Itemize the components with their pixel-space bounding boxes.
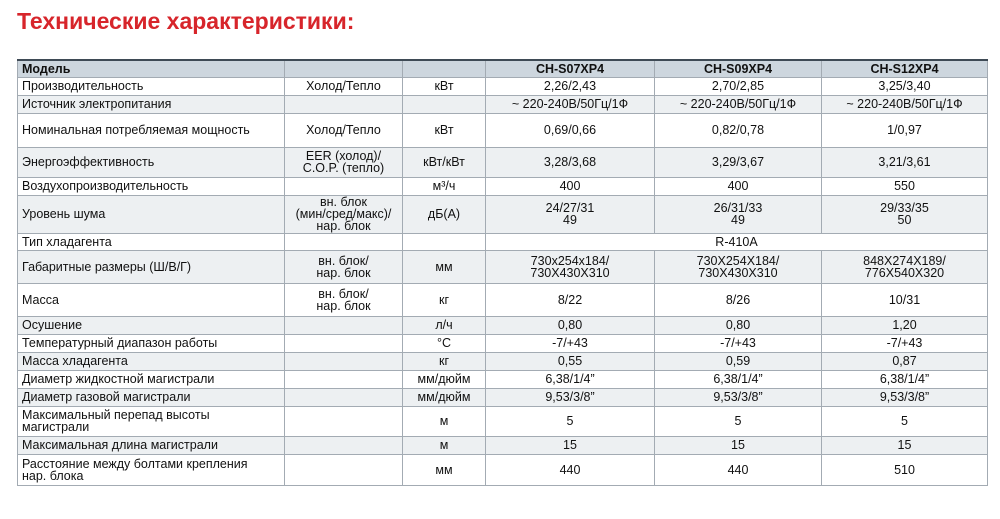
- row-unit: кВт: [403, 77, 486, 95]
- table-row: [18, 195, 988, 233]
- row-name: Энергоэффективность: [18, 147, 285, 177]
- row-condition: [285, 177, 403, 195]
- row-name: Расстояние между болтами крепления нар. блока: [18, 454, 285, 485]
- row-value: 400: [655, 177, 822, 195]
- row-value: 550: [822, 177, 988, 195]
- table-row: [18, 77, 988, 95]
- table-row: [18, 436, 988, 454]
- model-label: Модель: [18, 60, 285, 77]
- row-unit: кг: [403, 352, 486, 370]
- table-row: [18, 233, 988, 250]
- row-value: 8/22: [486, 283, 655, 316]
- row-unit: кВт: [403, 113, 486, 147]
- row-condition: [285, 370, 403, 388]
- row-unit: мм/дюйм: [403, 370, 486, 388]
- row-condition: [285, 316, 403, 334]
- row-value: 3,28/3,68: [486, 147, 655, 177]
- row-value: 730X254X184/ 730X430X310: [655, 250, 822, 283]
- row-value: 510: [822, 454, 988, 485]
- row-value: 5: [655, 406, 822, 436]
- row-name: Габаритные размеры (Ш/В/Г): [18, 250, 285, 283]
- row-value: 3,25/3,40: [822, 77, 988, 95]
- row-unit: °C: [403, 334, 486, 352]
- row-condition: Холод/Тепло: [285, 77, 403, 95]
- row-value: 5: [822, 406, 988, 436]
- row-condition: [285, 454, 403, 485]
- row-value: 9,53/3/8”: [655, 388, 822, 406]
- table-row: [18, 352, 988, 370]
- row-name: Диаметр газовой магистрали: [18, 388, 285, 406]
- row-value: 2,70/2,85: [655, 77, 822, 95]
- row-value: 15: [822, 436, 988, 454]
- page-title: Технические характеристики:: [17, 8, 355, 34]
- header-empty-unit: [403, 60, 486, 77]
- row-name: Масса: [18, 283, 285, 316]
- row-value: 15: [655, 436, 822, 454]
- row-value: -7/+43: [655, 334, 822, 352]
- table-row: [18, 316, 988, 334]
- row-name: Температурный диапазон работы: [18, 334, 285, 352]
- row-value: 3,29/3,67: [655, 147, 822, 177]
- model-name: CH-S09XP4: [655, 60, 822, 77]
- row-value: 24/27/31 49: [486, 195, 655, 233]
- table-row: [18, 388, 988, 406]
- row-value: 5: [486, 406, 655, 436]
- row-value: 29/33/35 50: [822, 195, 988, 233]
- row-name: Масса хладагента: [18, 352, 285, 370]
- row-value: 0,80: [655, 316, 822, 334]
- row-name: Максимальная длина магистрали: [18, 436, 285, 454]
- row-value: 15: [486, 436, 655, 454]
- row-unit: м³/ч: [403, 177, 486, 195]
- table-row: [18, 334, 988, 352]
- row-name: Уровень шума: [18, 195, 285, 233]
- row-condition: вн. блок (мин/сред/макс)/ нар. блок: [285, 195, 403, 233]
- table-row: [18, 250, 988, 283]
- row-name: Источник электропитания: [18, 95, 285, 113]
- row-condition: [285, 334, 403, 352]
- row-value: 26/31/33 49: [655, 195, 822, 233]
- row-value: -7/+43: [822, 334, 988, 352]
- row-name: Тип хладагента: [18, 233, 285, 250]
- row-unit: м: [403, 436, 486, 454]
- row-unit: [403, 233, 486, 250]
- row-value: 0,59: [655, 352, 822, 370]
- row-name: Воздухопроизводительность: [18, 177, 285, 195]
- row-name: Диаметр жидкостной магистрали: [18, 370, 285, 388]
- row-value: R-410A: [486, 233, 988, 250]
- table-row: [18, 147, 988, 177]
- row-value: 848X274X189/ 776X540X320: [822, 250, 988, 283]
- row-value: 6,38/1/4”: [822, 370, 988, 388]
- table-row: [18, 370, 988, 388]
- row-unit: м: [403, 406, 486, 436]
- row-value: 0,80: [486, 316, 655, 334]
- row-condition: вн. блок/ нар. блок: [285, 283, 403, 316]
- table-header-row: [18, 60, 988, 77]
- row-condition: Холод/Тепло: [285, 113, 403, 147]
- row-value: 440: [486, 454, 655, 485]
- table-row: [18, 406, 988, 436]
- row-condition: [285, 233, 403, 250]
- row-name: Осушение: [18, 316, 285, 334]
- row-name: Производительность: [18, 77, 285, 95]
- row-condition: [285, 406, 403, 436]
- row-unit: мм/дюйм: [403, 388, 486, 406]
- row-value: 0,69/0,66: [486, 113, 655, 147]
- table-row: [18, 113, 988, 147]
- row-unit: л/ч: [403, 316, 486, 334]
- row-value: -7/+43: [486, 334, 655, 352]
- row-unit: [403, 95, 486, 113]
- row-unit: дБ(А): [403, 195, 486, 233]
- table-row: [18, 454, 988, 485]
- table-row: [18, 95, 988, 113]
- row-value: 0,82/0,78: [655, 113, 822, 147]
- row-value: ~ 220-240В/50Гц/1Ф: [486, 95, 655, 113]
- row-condition: [285, 388, 403, 406]
- row-value: 0,87: [822, 352, 988, 370]
- row-condition: вн. блок/ нар. блок: [285, 250, 403, 283]
- row-unit: кВт/кВт: [403, 147, 486, 177]
- table-row: [18, 177, 988, 195]
- row-condition: [285, 352, 403, 370]
- row-value: 2,26/2,43: [486, 77, 655, 95]
- row-value: 440: [655, 454, 822, 485]
- model-name: CH-S07XP4: [486, 60, 655, 77]
- row-value: 6,38/1/4”: [655, 370, 822, 388]
- row-unit: мм: [403, 250, 486, 283]
- row-name: Максимальный перепад высоты магистрали: [18, 406, 285, 436]
- row-condition: EER (холод)/ C.O.P. (тепло): [285, 147, 403, 177]
- row-value: 10/31: [822, 283, 988, 316]
- row-value: 730x254x184/ 730X430X310: [486, 250, 655, 283]
- row-value: 400: [486, 177, 655, 195]
- row-unit: кг: [403, 283, 486, 316]
- specs-table: [17, 59, 988, 486]
- row-name: Номинальная потребляемая мощность: [18, 113, 285, 147]
- row-value: 1/0,97: [822, 113, 988, 147]
- row-value: 1,20: [822, 316, 988, 334]
- model-name: CH-S12XP4: [822, 60, 988, 77]
- row-value: 0,55: [486, 352, 655, 370]
- row-value: ~ 220-240В/50Гц/1Ф: [822, 95, 988, 113]
- row-value: 8/26: [655, 283, 822, 316]
- row-unit: мм: [403, 454, 486, 485]
- row-condition: [285, 95, 403, 113]
- row-value: ~ 220-240В/50Гц/1Ф: [655, 95, 822, 113]
- row-value: 3,21/3,61: [822, 147, 988, 177]
- row-condition: [285, 436, 403, 454]
- row-value: 9,53/3/8”: [822, 388, 988, 406]
- table-row: [18, 283, 988, 316]
- row-value: 6,38/1/4”: [486, 370, 655, 388]
- row-value: 9,53/3/8”: [486, 388, 655, 406]
- header-empty-cond: [285, 60, 403, 77]
